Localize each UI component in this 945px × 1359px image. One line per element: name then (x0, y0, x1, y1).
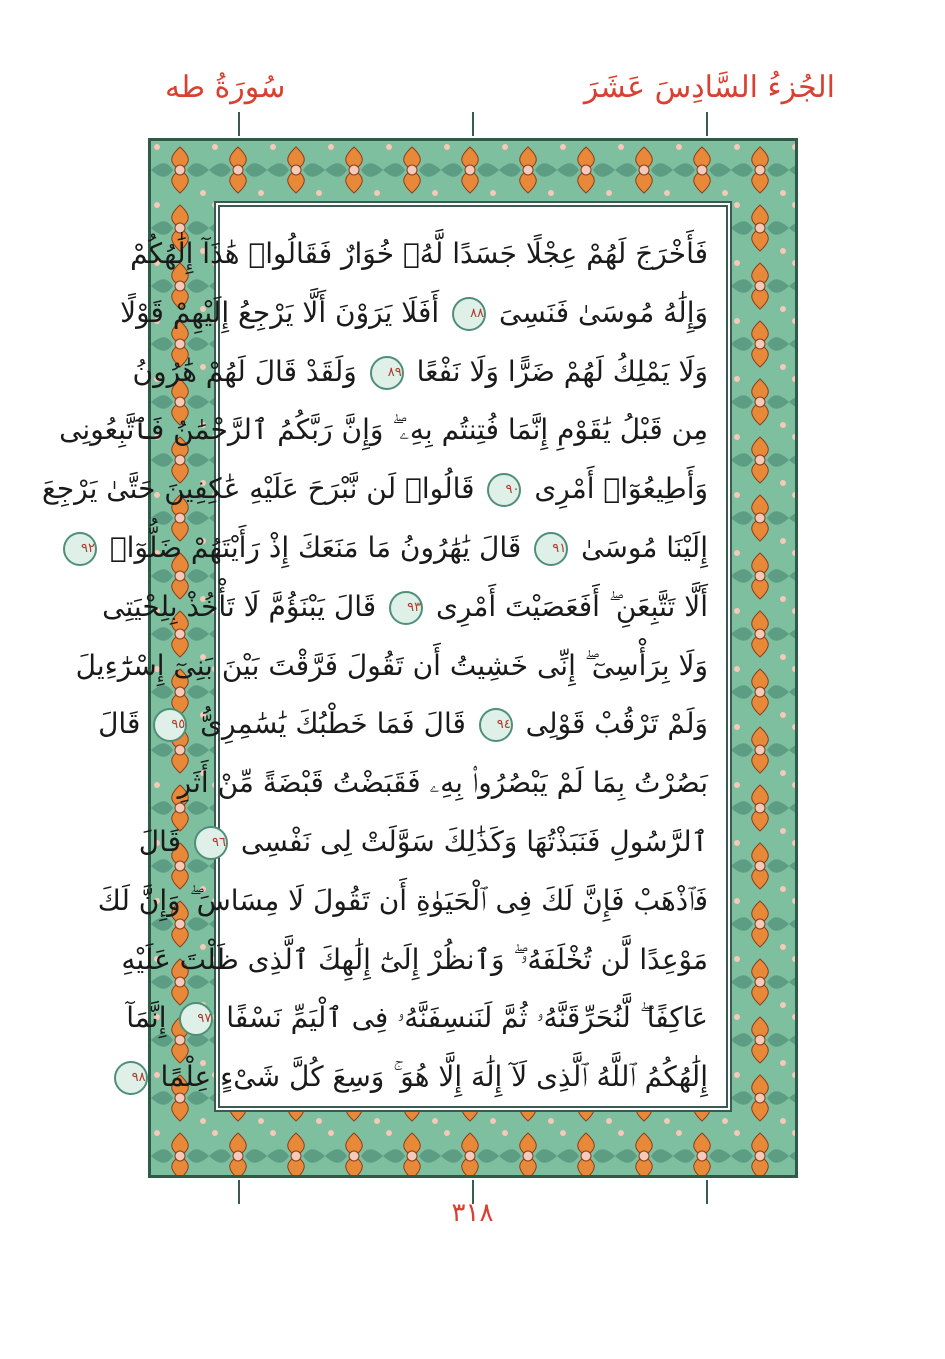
juz-label: الجُزءُ السَّادِسَ عَشَرَ (583, 70, 835, 105)
line-text: أَفَلَا يَرَوْنَ أَلَّا يَرْجِعُ إِلَيْهِمْ قَوْلًا (120, 295, 440, 329)
line-text: إِنَّمَآ (126, 1001, 167, 1035)
ayah-marker: ٩٤ (479, 708, 513, 742)
text-line (120, 284, 708, 343)
line-text: قَالَ (98, 707, 141, 741)
line-text: فَأَخْرَجَ لَهُمْ عِجْلًا جَسَدًا لَّهُۥ خُوَارٌ فَقَالُوا۟ هَٰذَآ إِلَٰهُكُمْ (130, 237, 708, 270)
top-ornament-center (472, 112, 474, 136)
page-number: ٣١٨ (451, 1198, 494, 1228)
ayah-marker: ٩٢ (63, 532, 97, 566)
text-line (177, 754, 708, 813)
text-line (98, 695, 708, 754)
text-line (41, 460, 708, 519)
line-text: إِلَٰهُكُمُ ٱللَّهُ ٱلَّذِى لَآ إِلَٰهَ إِلَّا هُوَ ۚ وَسِعَ كُلَّ شَىْءٍ عِلْمًا (160, 1060, 708, 1094)
ayah-marker: ٩٥ (153, 708, 187, 742)
line-text: أَلَّا تَتَّبِعَنِ ۖ أَفَعَصَيْتَ أَمْرِى (435, 589, 708, 623)
line-text: وَأَطِيعُوٓا۟ أَمْرِى (534, 472, 708, 506)
line-text: وَلَا بِرَأْسِىٓ ۖ إِنِّى خَشِيتُ أَن تَقُولَ فَرَّقْتَ بَيْنَ بَنِىٓ إِسْرَٰٓءِيلَ (75, 648, 708, 682)
text-line (138, 813, 708, 872)
text-line (121, 931, 708, 990)
text-line (132, 343, 708, 402)
text-panel (41, 201, 732, 1112)
top-ornament-right (706, 112, 708, 136)
ayah-marker: ٩٣ (389, 591, 423, 625)
ayah-marker: ٩٠ (487, 473, 521, 507)
text-line (59, 401, 708, 460)
decorative-frame (41, 138, 798, 1178)
ayah-marker: ٩٨ (114, 1061, 148, 1095)
text-line (131, 1048, 708, 1107)
line-text: وَلَقَدْ قَالَ لَهُمْ هَٰرُونُ (132, 354, 357, 388)
top-ornament-left (238, 112, 240, 136)
ayah-marker: ٩٦ (194, 826, 228, 860)
text-line (81, 519, 708, 578)
line-text: قَالَ يَبْنَؤُمَّ لَا تَأْخُذْ بِلِحْيَتِى (102, 589, 377, 623)
line-text: وَلَا يَمْلِكُ لَهُمْ ضَرًّا وَلَا نَفْعًا (416, 354, 708, 388)
ayah-marker: ٨٨ (452, 297, 486, 331)
line-text: وَلَمْ تَرْقُبْ قَوْلِى (525, 707, 708, 741)
text-line (97, 872, 708, 931)
ayah-marker: ٩٧ (179, 1002, 213, 1036)
line-text: وَإِلَٰهُ مُوسَىٰ فَنَسِىَ (498, 295, 708, 329)
line-text: عَاكِفًا ۖ لَّنُحَرِّقَنَّهُۥ ثُمَّ لَنَنسِفَنَّهُۥ فِى ٱلْيَمِّ نَسْفًا (226, 1001, 708, 1035)
surah-label: سُورَةُ طه (165, 70, 286, 105)
line-text: إِلَيْنَا مُوسَىٰ (581, 530, 708, 564)
text-line (130, 225, 708, 284)
line-text: بَصُرْتُ بِمَا لَمْ يَبْصُرُوا۟ بِهِۦ فَقَبَضْتُ قَبْضَةً مِّنْ أَثَرِ (177, 766, 708, 800)
page-header (150, 60, 835, 110)
quran-text (41, 225, 708, 1094)
ayah-marker: ٨٩ (370, 356, 404, 390)
line-text: قَالَ يَٰهَٰرُونُ مَا مَنَعَكَ إِذْ رَأَيْتَهُمْ ضَلُّوٓا۟ (109, 530, 522, 564)
line-text: مِن قَبْلُ يَٰقَوْمِ إِنَّمَا فُتِنتُم بِهِۦ ۖ وَإِنَّ رَبَّكُمُ ٱلرَّحْمَٰنُ فَٱتَّبِعُونِى (59, 413, 708, 447)
text-line (75, 637, 708, 696)
line-text: ٱلرَّسُولِ فَنَبَذْتُهَا وَكَذَٰلِكَ سَوَّلَتْ لِى نَفْسِى (240, 824, 708, 858)
line-text: قَالَ (138, 824, 182, 858)
ayah-marker: ٩١ (534, 532, 568, 566)
line-text: فَٱذْهَبْ فَإِنَّ لَكَ فِى ٱلْحَيَوٰةِ أَن تَقُولَ لَا مِسَاسَ ۖ وَإِنَّ لَكَ (97, 883, 708, 917)
line-text: قَالَ فَمَا خَطْبُكَ يَٰسَٰمِرِىُّ (200, 707, 466, 741)
text-line (126, 989, 708, 1048)
line-text: قَالُوا۟ لَن نَّبْرَحَ عَلَيْهِ عَٰكِفِينَ حَتَّىٰ يَرْجِعَ (41, 472, 475, 506)
text-line (102, 578, 708, 637)
line-text: مَوْعِدًا لَّن تُخْلَفَهُۥ ۖ وَٱنظُرْ إِلَىٰٓ إِلَٰهِكَ ٱلَّذِى ظَلْتَ عَلَيْهِ (121, 942, 708, 976)
